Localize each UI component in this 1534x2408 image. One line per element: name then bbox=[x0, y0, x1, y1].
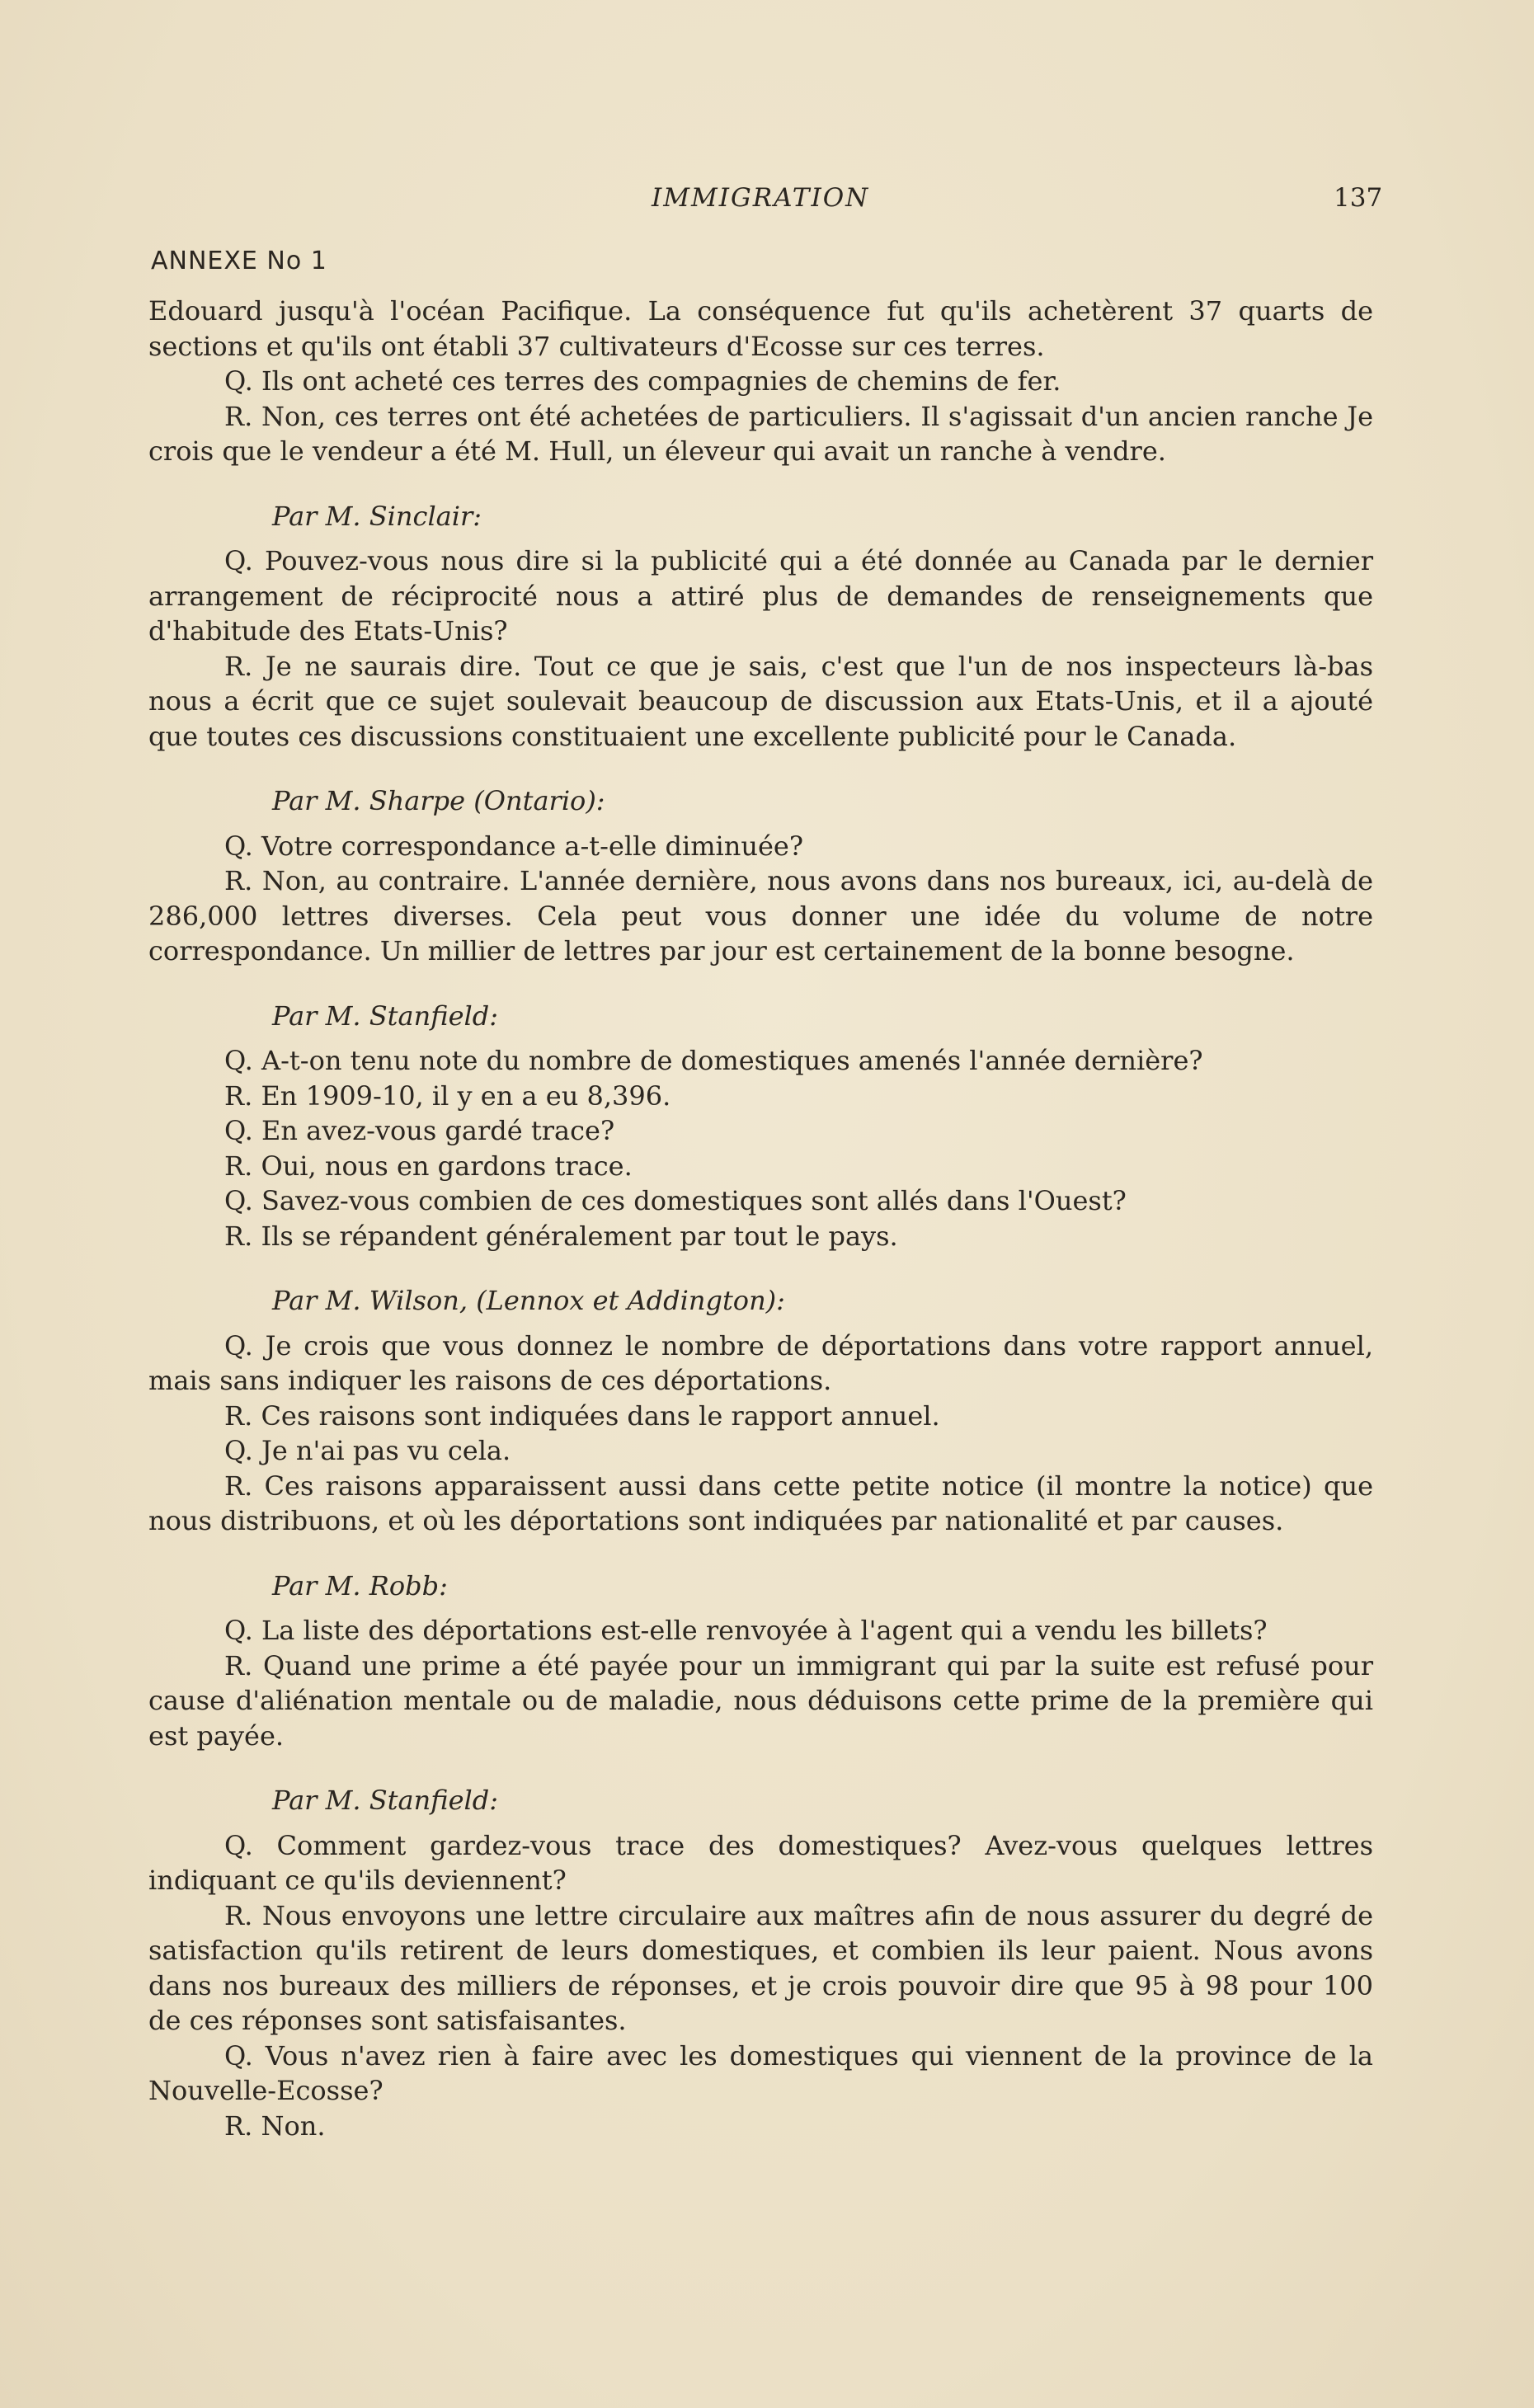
question: Q. Je n'ai pas vu cela. bbox=[224, 1435, 511, 1466]
speaker-heading: Par M. Stanfield: bbox=[272, 1785, 498, 1816]
answer: R. Nous envoyons une lettre circulaire aux maîtres afin de nous assurer du degré de satisfaction qu'ils retirent de leurs domestiques, et combien ils leur paient. Nous avons dans nos bureaux des milliers de réponses, et je crois pouvoir dire que 95 à 98 pour 100 de ces réponses sont satisfaisantes. bbox=[148, 1899, 1373, 2036]
answer: R. Non. bbox=[224, 2109, 326, 2142]
speaker-heading: Par M. Wilson, (Lennox et Addington): bbox=[272, 1285, 785, 1316]
question: Q. Ils ont acheté ces terres des compagnies de chemins de fer. bbox=[224, 365, 1061, 397]
question: Q. Votre correspondance a-t-elle diminuée? bbox=[224, 830, 804, 862]
answer: R. Oui, nous en gardons trace. bbox=[224, 1150, 633, 1182]
question: Q. Je crois que vous donnez le nombre de déportations dans votre rapport annuel, mais sans indiquer les raisons de ces déportations. bbox=[148, 1329, 1373, 1396]
speaker-heading: Par M. Robb: bbox=[272, 1569, 448, 1601]
page-number: 137 bbox=[1334, 183, 1383, 213]
body-text bbox=[148, 294, 1373, 2143]
answer: R. Quand une prime a été payée pour un immigrant qui par la suite est refusé pour cause d'aliénation mentale ou de maladie, nous déduisons cette prime de la première qui est payée. bbox=[148, 1649, 1373, 1752]
question: Q. Pouvez-vous nous dire si la publicité qui a été donnée au Canada par le dernier arrangement de réciprocité nous a attiré plus de demandes de renseignements que d'habitude des Etats-Unis? bbox=[148, 545, 1373, 647]
answer: R. En 1909-10, il y en a eu 8,396. bbox=[224, 1079, 671, 1112]
answer: R. Ils se répandent généralement par tout le pays. bbox=[224, 1220, 898, 1252]
speaker-heading: Par M. Stanfield: bbox=[272, 999, 498, 1032]
speaker-heading: Par M. Sinclair: bbox=[272, 500, 482, 532]
answer: R. Non, au contraire. L'année dernière, nous avons dans nos bureaux, ici, au-delà de 286,000 lettres diverses. Cela peut vous donner une idée du volume de notre correspondance. Un millier de lettres par jour est certainement de la bonne besogne. bbox=[148, 865, 1373, 966]
question: Q. Savez-vous combien de ces domestiques sont allés dans l'Ouest? bbox=[224, 1185, 1127, 1216]
annex-label: ANNEXE No 1 bbox=[151, 247, 327, 275]
question: Q. En avez-vous gardé trace? bbox=[224, 1115, 615, 1146]
answer: R. Non, ces terres ont été achetées de particuliers. Il s'agissait d'un ancien ranche Je crois que le vendeur a été M. Hull, un éleveur qui avait un ranche à vendre. bbox=[148, 400, 1373, 467]
answer: R. Ces raisons sont indiquées dans le rapport annuel. bbox=[224, 1399, 940, 1432]
question: Q. La liste des déportations est-elle renvoyée à l'agent qui a vendu les billets? bbox=[224, 1615, 1268, 1646]
answer: R. Ces raisons apparaissent aussi dans cette petite notice (il montre la notice) que nous distribuons, et où les déportations sont indiquées par nationalité et par causes. bbox=[148, 1470, 1373, 1536]
running-title: IMMIGRATION bbox=[652, 183, 870, 213]
question: Q. Vous n'avez rien à faire avec les domestiques qui viennent de la province de la Nouvelle-Ecosse? bbox=[148, 2039, 1373, 2106]
answer: R. Je ne saurais dire. Tout ce que je sais, c'est que l'un de nos inspecteurs là-bas nous a écrit que ce sujet soulevait beaucoup de discussion aux Etats-Unis, et il a ajouté que toutes ces discussions constituaient une excellente publicité pour le Canada. bbox=[148, 650, 1373, 752]
page-header bbox=[0, 183, 1534, 224]
question: Q. A-t-on tenu note du nombre de domestiques amenés l'année dernière? bbox=[224, 1045, 1203, 1076]
speaker-heading: Par M. Sharpe (Ontario): bbox=[272, 785, 605, 816]
paragraph: Edouard jusqu'à l'océan Pacifique. La conséquence fut qu'ils achetèrent 37 quarts de sections et qu'ils ont établi 37 cultivateurs d'Ecosse sur ces terres. bbox=[148, 295, 1373, 362]
question: Q. Comment gardez-vous trace des domestiques? Avez-vous quelques lettres indiquant ce qu'ils deviennent? bbox=[148, 1829, 1373, 1896]
